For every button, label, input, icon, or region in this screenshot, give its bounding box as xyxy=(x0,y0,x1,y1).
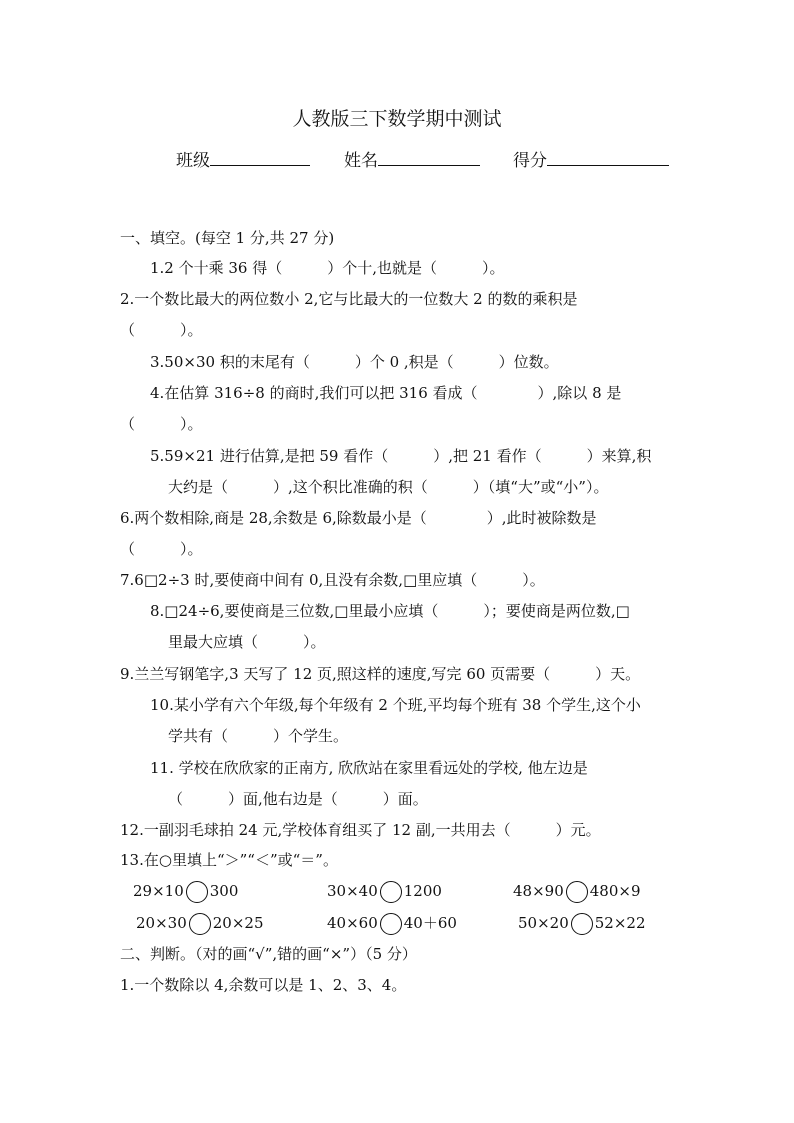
compare-right: 480×9 xyxy=(589,882,641,900)
compare-left: 20×30 xyxy=(136,914,187,932)
circle-blank-icon[interactable] xyxy=(571,913,593,935)
circle-blank-icon[interactable] xyxy=(566,881,588,903)
score-blank[interactable] xyxy=(547,147,669,166)
question-line: 11. 学校在欣欣家的正南方, 欣欣站在家里看远处的学校, 他左边是 xyxy=(150,759,588,777)
name-label: 姓名 xyxy=(344,151,378,171)
compare-item xyxy=(136,912,264,935)
compare-left: 30×40 xyxy=(327,882,378,900)
question-line: 学共有（ ）个学生。 xyxy=(168,727,349,745)
circle-blank-icon[interactable] xyxy=(186,881,208,903)
compare-item xyxy=(327,912,457,935)
question-line: 大约是（ ）,这个积比准确的积（ ）（填“大”或“小”）。 xyxy=(168,478,609,496)
question-line: 12.一副羽毛球拍 24 元,学校体育组买了 12 副,一共用去（ ）元。 xyxy=(120,821,601,839)
compare-right: 20×25 xyxy=(212,914,264,932)
question-line: 1.2 个十乘 36 得（ ）个十,也就是（ ）。 xyxy=(150,259,505,277)
class-label: 班级 xyxy=(176,151,210,171)
question-line: 10.某小学有六个年级,每个年级有 2 个班,平均每个班有 38 个学生,这个小 xyxy=(150,696,641,714)
question-line: 3.50×30 积的末尾有（ ）个 0 ,积是（ ）位数。 xyxy=(150,353,559,371)
section1-heading: 一、填空。(每空 1 分,共 27 分) xyxy=(120,229,335,247)
circle-blank-icon[interactable] xyxy=(380,913,402,935)
compare-item xyxy=(133,880,238,903)
compare-item xyxy=(513,880,641,903)
compare-left: 40×60 xyxy=(327,914,378,932)
question-line: 4.在估算 316÷8 的商时,我们可以把 316 看成（ ）,除以 8 是 xyxy=(150,384,622,402)
page-title: 人教版三下数学期中测试 xyxy=(292,108,502,130)
score-label: 得分 xyxy=(513,151,547,171)
compare-right: 40＋60 xyxy=(403,914,457,932)
name-field xyxy=(344,147,480,173)
class-blank[interactable] xyxy=(210,147,310,166)
compare-right: 300 xyxy=(209,882,239,900)
name-blank[interactable] xyxy=(378,147,480,166)
question-line: 9.兰兰写钢笔字,3 天写了 12 页,照这样的速度,写完 60 页需要（ ）天。 xyxy=(120,665,641,683)
compare-item xyxy=(518,912,646,935)
question-line: 5.59×21 进行估算,是把 59 看作（ ）,把 21 看作（ ）来算,积 xyxy=(150,447,652,465)
question-line: （ ）。 xyxy=(120,415,203,433)
question-line: 7.6□2÷3 时,要使商中间有 0,且没有余数,□里应填（ ）。 xyxy=(120,571,545,589)
circle-blank-icon[interactable] xyxy=(189,913,211,935)
question-line: 13.在○里填上“＞”“＜”或“＝”。 xyxy=(120,851,338,869)
question-line: 8.□24÷6,要使商是三位数,□里最小应填（ ）；要使商是两位数,□ xyxy=(150,602,630,620)
question-line: （ ）。 xyxy=(120,540,203,558)
question-line: （ ）。 xyxy=(120,321,203,339)
compare-left: 50×20 xyxy=(518,914,569,932)
class-field xyxy=(176,147,310,173)
question-line: 1.一个数除以 4,余数可以是 1、2、3、4。 xyxy=(120,976,407,994)
question-line: 里最大应填（ ）。 xyxy=(168,633,326,651)
question-line: 2.一个数比最大的两位数小 2,它与比最大的一位数大 2 的数的乘积是 xyxy=(120,290,578,308)
compare-right: 52×22 xyxy=(594,914,646,932)
section2-heading: 二、判断。（对的画“√”,错的画“×”）（5 分） xyxy=(120,945,417,963)
question-line: 6.两个数相除,商是 28,余数是 6,除数最小是（ ）,此时被除数是 xyxy=(120,509,597,527)
compare-left: 29×10 xyxy=(133,882,184,900)
compare-right: 1200 xyxy=(403,882,442,900)
circle-blank-icon[interactable] xyxy=(380,881,402,903)
score-field xyxy=(513,147,669,173)
compare-left: 48×90 xyxy=(513,882,564,900)
question-line: （ ）面,他右边是（ ）面。 xyxy=(168,790,428,808)
compare-item xyxy=(327,880,442,903)
